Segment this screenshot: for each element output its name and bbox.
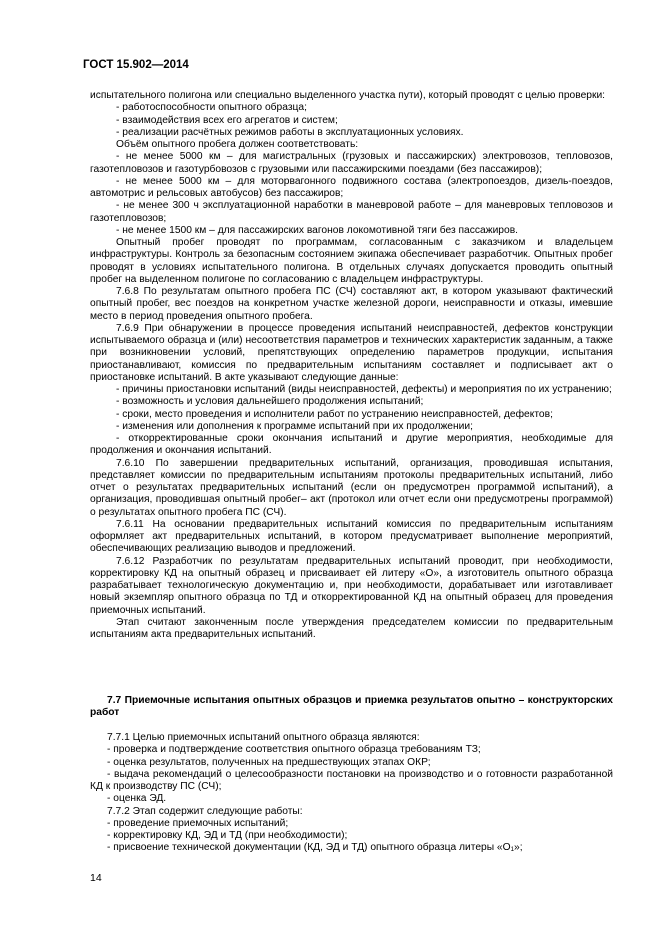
paragraph: Опытный пробег проводят по программам, согласованным с заказчиком и владельцем инфраструктуры. Контроль за безопасным состоянием экипажа обеспечивает разработчик. Опытных пробег проводят в условиях испытательного полигона. В отдельных случаях допускается проводить опытный пробег на выделенном полигоне по согласованию с владельцем инфраструктуры.	[90, 237, 613, 285]
paragraph: 7.7.2 Этап содержит следующие работы:	[107, 805, 303, 817]
paragraph: Объём опытного пробега должен соответствовать:	[116, 139, 359, 150]
paragraph: - оценка ЭД.	[107, 793, 167, 805]
paragraph: Этап считают законченным после утверждения председателем комиссии по предварительным испытаниям акта предварительных испытаний.	[90, 616, 613, 640]
paragraph: - работоспособности опытного образца;	[116, 102, 307, 114]
paragraph: - возможность и условия дальнейшего продолжения испытаний;	[116, 396, 424, 408]
paragraph: - не менее 300 ч эксплуатационной наработки в маневровой работе – для маневровых тепловозов и газотепловозов;	[90, 200, 613, 224]
document-header: ГОСТ 15.902—2014	[83, 59, 189, 71]
paragraph: - причины приостановки испытаний (виды неисправностей, дефекты) и мероприятия по их устранению;	[116, 384, 612, 395]
paragraph: - не менее 1500 км – для пассажирских вагонов локомотивной тяги без пассажиров.	[116, 224, 518, 236]
paragraph: - оценка результатов, полученных на предшествующих этапах ОКР;	[107, 756, 431, 768]
paragraph: - присвоение технической документации (КД, ЭД и ТД) опытного образца литеры «О₁»;	[107, 842, 523, 854]
paragraph: - взаимодействия всех его агрегатов и систем;	[116, 114, 338, 126]
body-text-section	[90, 90, 613, 641]
paragraph: - реализации расчётных режимов работы в эксплуатационных условиях.	[116, 126, 464, 138]
paragraph: - проверка и подтверждение соответствия опытного образца требованиям ТЗ;	[107, 744, 481, 756]
paragraph: 7.6.8 По результатам опытного пробега ПС (СЧ) составляют акт, в котором указывают фактический опытный пробег, вес поездов на конкретном участке железной дороги, неисправности и отказы, имевшие место в период проведения опытного пробега.	[90, 286, 613, 322]
paragraph: 7.6.12 Разработчик по результатам предварительных испытаний проводит, при необходимости, корректировку КД на опытный образец и присваивает ей литеру «О», а изготовитель опытного образца разрабатывает технологическую документацию и, при необходимости, дорабатывает или изготавливает новый экземпляр опытного образца по ТД и откорректированной КД на опытный образец для проведения приемочных испытаний.	[90, 555, 613, 616]
paragraph: - корректировку КД, ЭД и ТД (при необходимости);	[107, 830, 348, 841]
paragraph: 7.6.11 На основании предварительных испытаний комиссия по предварительным испытаниям оформляет акт предварительных испытаний, в котором предусматривает выполнение мероприятий, обеспечивающих реализацию выводов и предложений.	[90, 518, 613, 555]
paragraph: 7.6.9 При обнаружении в процессе проведения испытаний неисправностей, дефектов конструкции испытываемого образца и (или) несоответствия параметров и технических характеристик заданным, а также при возникновении условий, препятствующих определению параметров продукции, испытания приостанавливают, комиссия по предварительным испытаниям составляет и подписывает акт о приостановке испытаний. В акте указывают следующие данные:	[90, 322, 613, 383]
paragraph: - откорректированные сроки окончания испытаний и другие мероприятия, необходимые для продолжения и окончания испытаний.	[90, 433, 613, 457]
paragraph: - не менее 5000 км – для магистральных (грузовых и пассажирских) электровозов, тепловозов, газотепловозов и газотурбовозов с грузовыми или пассажирскими поездами (без пассажиров);	[90, 151, 613, 175]
paragraph: - сроки, место проведения и исполнители работ по устранению неисправностей, дефектов;	[116, 408, 553, 420]
body-text-section-7-7	[90, 732, 613, 855]
paragraph: - не менее 5000 км – для моторвагонного подвижного состава (электропоездов, дизель-поездов, автомотрис и рельсовых автобусов) без пассажиров;	[90, 175, 613, 199]
page-number: 14	[90, 872, 102, 884]
paragraph: 7.7.1 Целью приемочных испытаний опытного образца являются:	[107, 732, 420, 743]
paragraph: - изменения или дополнения к программе испытаний при их продолжении;	[116, 420, 473, 432]
paragraph: испытательного полигона или специально выделенного участка пути), который проводят с целью проверки:	[90, 90, 606, 101]
paragraph: 7.6.10 По завершении предварительных испытаний, организация, проводившая испытания, представляет комиссии по предварительным испытаниям протоколы предварительных испытаний, либо отчет о результатах предварительных испытаний (если он предусмотрен программой испытаний), а организация, проводившая опытный пробег– акт (протокол или отчет если они предусмотрены программой) о результатах опытного пробега ПС (СЧ).	[90, 457, 613, 518]
paragraph: - проведение приемочных испытаний;	[107, 817, 289, 829]
section-heading-7-7: 7.7 Приемочные испытания опытных образцов и приемка результатов опытно – конструкторских работ	[90, 695, 613, 719]
paragraph: - выдача рекомендаций о целесообразности постановки на производство и о готовности разработанной КД к производству ПС (СЧ);	[90, 768, 613, 792]
